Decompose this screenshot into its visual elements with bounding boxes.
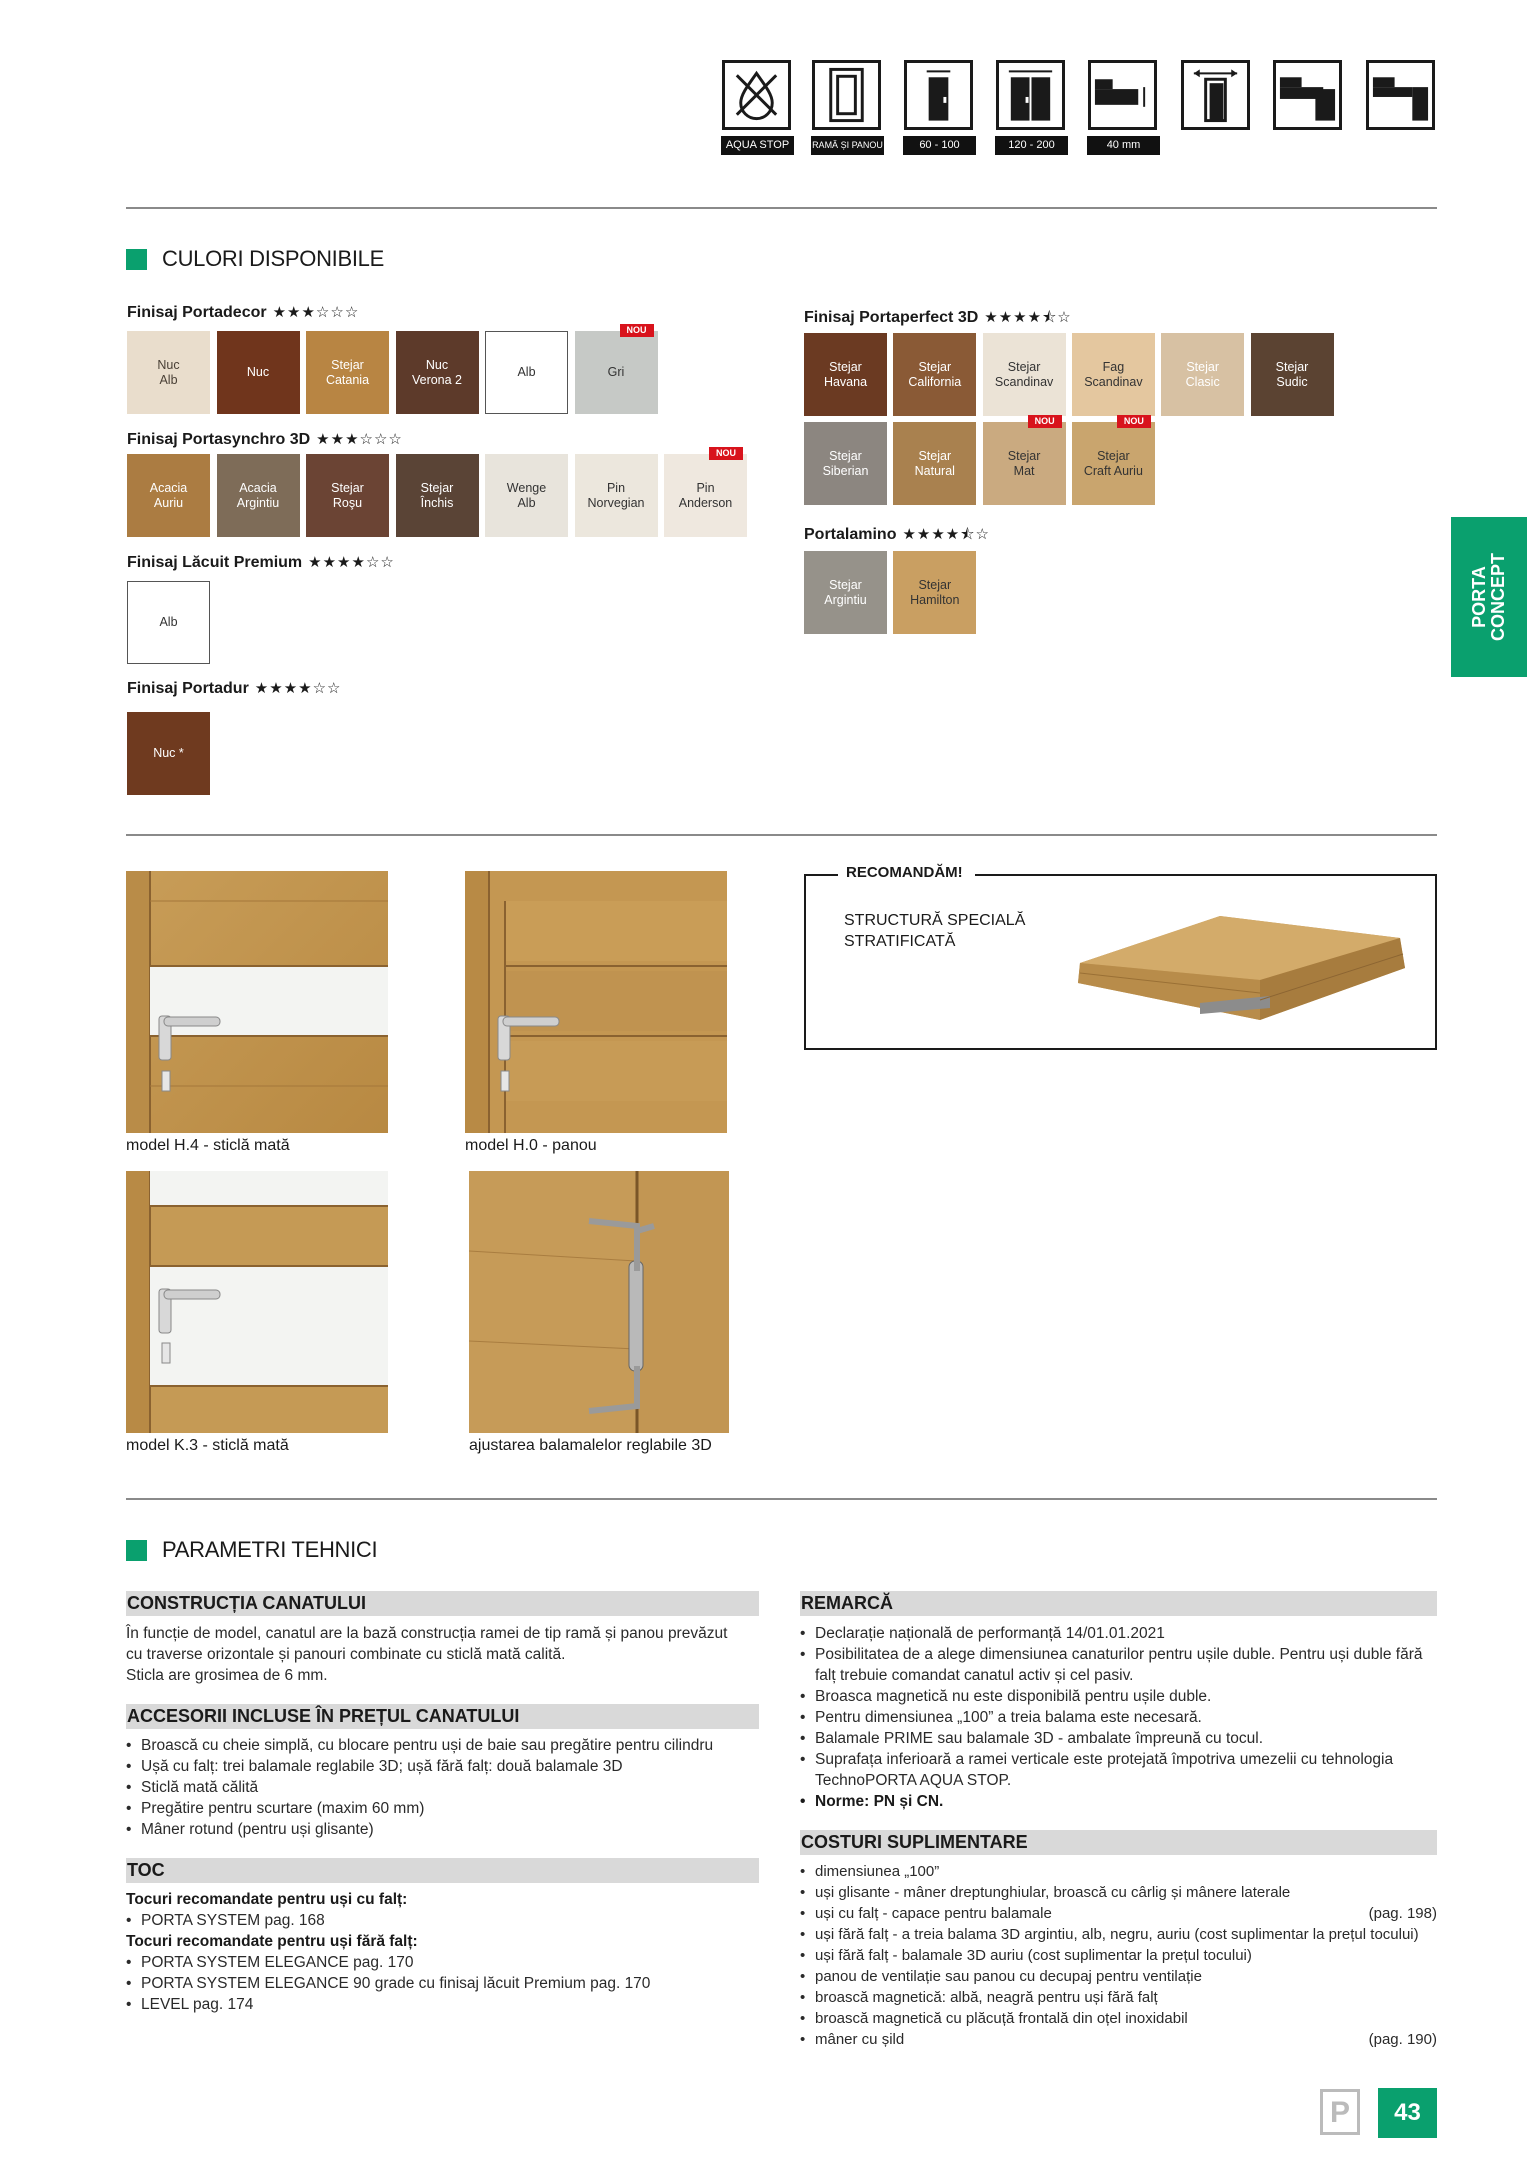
swatch-label: Stejar Clasic (1185, 359, 1220, 389)
new-badge: NOU (1028, 415, 1062, 428)
norms-item: • Norme: PN și CN. (800, 1791, 1437, 1812)
swatch-label: Alb (517, 365, 536, 379)
swatch-label: Acacia Argintiu (236, 480, 280, 510)
swatch-label: Stejar Catania (325, 357, 370, 387)
color-swatch (127, 331, 210, 414)
swatch-label: Stejar California (908, 359, 962, 389)
rating-stars: ★★★★☆☆ (254, 680, 342, 697)
swatch-label: Stejar Mat (1007, 448, 1041, 478)
swatch-label: Stejar Natural (914, 448, 955, 478)
toc-heading: TOC (126, 1858, 759, 1883)
swatch-label: Pin Norvegian (587, 480, 645, 510)
hinge-photo (469, 1171, 729, 1433)
costuri-heading: COSTURI SUPLIMENTARE (800, 1830, 1437, 1855)
swatch-label: Acacia Auriu (149, 480, 188, 510)
list-item: • uși cu falț - capace pentru balamale (pag. 198) (800, 1903, 1437, 1924)
spec-label: AQUA STOP (721, 136, 794, 155)
list-item: • uși fără falț - a treia balama 3D argintiu, alb, negru, auriu (cost suplimentar la prețul tocului) (800, 1924, 1437, 1945)
list-item: • Pentru dimensiunea „100” a treia balama este necesară. (800, 1707, 1437, 1728)
single-door-width-icon (904, 60, 973, 130)
color-swatch (664, 448, 747, 537)
divider (126, 207, 1437, 209)
list-item: • uși glisante - mâner dreptunghiular, broască cu cârlig și mânere laterale (800, 1882, 1437, 1903)
swatch-label: Stejar Scandinav (994, 359, 1054, 389)
swatch-label: Stejar Argintiu (824, 577, 867, 607)
finish-heading-portadur: Finisaj Portadur ★★★★☆☆ (127, 680, 342, 697)
toc-list (126, 1952, 759, 2015)
list-item: • uși fără falț - balamale 3D auriu (cost suplimentar la prețul tocului) (800, 1945, 1437, 1966)
color-swatch (1251, 333, 1334, 416)
swatch-label: Gri (607, 365, 625, 379)
list-item: • Balamale PRIME sau balamale 3D - ambalate împreună cu tocul. (800, 1728, 1437, 1749)
swatch-label: Pin Anderson (678, 480, 733, 510)
swatch-label: Fag Scandinav (1084, 359, 1143, 389)
page-number: 43 (1378, 2088, 1437, 2138)
recommendation-title: RECOMANDĂM! (838, 864, 975, 881)
list-item: • Broască cu cheie simplă, cu blocare pentru uși de baie sau pregătire pentru cilindru (126, 1735, 759, 1756)
layered-structure-illustration (1070, 908, 1410, 1024)
model-caption: model H.4 - sticlă mată (126, 1137, 290, 1154)
toc-subheading: Tocuri recomandate pentru uși cu falț: (126, 1891, 408, 1908)
frame-panel-icon (812, 60, 881, 130)
finish-heading-portadecor: Finisaj Portadecor ★★★☆☆☆ (127, 304, 360, 321)
accesorii-list (126, 1735, 759, 1840)
new-badge: NOU (709, 447, 743, 460)
spec-label: 40 mm (1087, 136, 1160, 155)
swatch-label: Nuc * (153, 746, 184, 760)
color-swatch (127, 712, 210, 795)
aqua-stop-icon (722, 60, 791, 130)
color-swatch (1161, 333, 1244, 416)
color-swatch (127, 454, 210, 537)
finish-heading-portalamino: Portalamino ★★★★⯪☆ (804, 526, 990, 543)
constructia-heading: CONSTRUCȚIA CANATULUI (126, 1591, 759, 1616)
rating-stars: ★★★★⯪☆ (902, 526, 990, 543)
finish-heading-lacuit: Finisaj Lăcuit Premium ★★★★☆☆ (127, 554, 395, 571)
color-swatch (485, 331, 568, 414)
finish-heading-portasynchro: Finisaj Portasynchro 3D ★★★☆☆☆ (127, 431, 403, 448)
color-swatch (485, 454, 568, 537)
constructia-text: În funcție de model, canatul are la bază construcția ramei de tip ramă și panou prevăzut cu traverse orizontale și panouri combinate cu sticlă mată calită. Sticla are grosimea de 6 mm. (126, 1625, 728, 1684)
door-photo-k3 (126, 1171, 388, 1433)
swatch-label: Stejar Sudic (1275, 359, 1309, 389)
rebated-door-icon (1273, 60, 1342, 130)
color-swatch (306, 454, 389, 537)
swatch-label: Stejar Havana (823, 359, 868, 389)
color-swatch (1072, 333, 1155, 416)
section-square-icon (126, 249, 147, 270)
spec-label: 60 - 100 (903, 136, 976, 155)
swatch-label: Wenge Alb (506, 480, 547, 510)
toc-list (126, 1910, 759, 1931)
color-swatch (983, 333, 1066, 416)
divider (126, 834, 1437, 836)
page-reference: (pag. 198) (1368, 1905, 1437, 1922)
model-caption: model H.0 - panou (465, 1137, 597, 1154)
finish-heading-portaperfect: Finisaj Portaperfect 3D ★★★★⯪☆ (804, 309, 1072, 326)
flush-door-icon (1366, 60, 1435, 130)
list-item: • Suprafața inferioară a ramei verticale este protejată împotriva umezelii cu tehnologia TechnoPORTA AQUA STOP. (800, 1749, 1437, 1791)
accesorii-heading: ACCESORII INCLUSE ÎN PREȚUL CANATULUI (126, 1704, 759, 1729)
color-swatch (804, 333, 887, 416)
section-tab-porta-concept (1451, 517, 1527, 677)
porta-logo-icon: P (1320, 2089, 1360, 2135)
divider (126, 1498, 1437, 1500)
remarca-heading: REMARCĂ (800, 1591, 1437, 1616)
color-swatch (217, 331, 300, 414)
rating-stars: ★★★☆☆☆ (316, 431, 403, 448)
color-swatch (127, 581, 210, 664)
door-thickness-icon (1088, 60, 1157, 130)
rating-stars: ★★★★☆☆ (308, 554, 395, 571)
toc-subheading: Tocuri recomandate pentru uși fără falț: (126, 1933, 418, 1950)
color-swatch (575, 325, 658, 414)
swatch-label: Alb (159, 615, 178, 629)
door-photo-h0 (465, 871, 727, 1133)
swatch-label: Nuc Alb (157, 357, 180, 387)
recommendation-text: STRUCTURĂ SPECIALĂ STRATIFICATĂ (844, 912, 1026, 950)
new-badge: NOU (1117, 415, 1151, 428)
sliding-door-icon (1181, 60, 1250, 130)
list-item: • Mâner rotund (pentru uși glisante) (126, 1819, 759, 1840)
swatch-label: Nuc (246, 365, 270, 379)
color-swatch (306, 331, 389, 414)
list-item: • PORTA SYSTEM ELEGANCE 90 grade cu finisaj lăcuit Premium pag. 170 (126, 1973, 759, 1994)
list-item: • mâner cu șild (pag. 190) (800, 2029, 1437, 2050)
spec-label: 120 - 200 (995, 136, 1068, 155)
rating-stars: ★★★★⯪☆ (984, 309, 1072, 326)
color-swatch (893, 333, 976, 416)
colors-section-title: CULORI DISPONIBILE (126, 246, 384, 272)
page-reference: (pag. 190) (1368, 2031, 1437, 2048)
list-item: • Sticlă mată călită (126, 1777, 759, 1798)
swatch-label: Nuc Verona 2 (411, 357, 463, 387)
color-swatch (893, 422, 976, 505)
model-caption: ajustarea balamalelor reglabile 3D (469, 1437, 712, 1454)
double-door-width-icon (996, 60, 1065, 130)
list-item: • Ușă cu falț: trei balamale reglabile 3D; ușă fără falț: două balamale 3D (126, 1756, 759, 1777)
color-swatch (1072, 416, 1155, 505)
swatch-label: Stejar Roşu (331, 480, 364, 510)
list-item: • Declarație națională de performanță 14/01.01.2021 (800, 1623, 1437, 1644)
color-swatch (396, 454, 479, 537)
color-swatch (396, 331, 479, 414)
tab-line-2: CONCEPT (1488, 552, 1508, 642)
costuri-list (800, 1861, 1437, 2050)
list-item: • panou de ventilație sau panou cu decupaj pentru ventilație (800, 1966, 1437, 1987)
swatch-label: Stejar Hamilton (910, 577, 960, 607)
list-item: • dimensiunea „100” (800, 1861, 1437, 1882)
list-item: • Pregătire pentru scurtare (maxim 60 mm) (126, 1798, 759, 1819)
door-photo-h4 (126, 871, 388, 1133)
list-item: • PORTA SYSTEM ELEGANCE pag. 170 (126, 1952, 759, 1973)
list-item: • LEVEL pag. 174 (126, 1994, 759, 2015)
spec-label: RAMĂ ȘI PANOU (811, 136, 884, 155)
color-swatch (983, 416, 1066, 505)
swatch-label: Stejar Craft Auriu (1083, 448, 1143, 478)
tab-line-1: PORTA (1469, 566, 1489, 628)
list-item: • broască magnetică cu plăcuță frontală din oțel inoxidabil (800, 2008, 1437, 2029)
remarca-list (800, 1623, 1437, 1812)
tech-section-title: PARAMETRI TEHNICI (126, 1537, 377, 1563)
list-item: • broască magnetică: albă, neagră pentru uși fără falț (800, 1987, 1437, 2008)
section-square-icon (126, 1540, 147, 1561)
color-swatch (217, 454, 300, 537)
color-swatch (804, 551, 887, 634)
list-item: • Broasca magnetică nu este disponibilă pentru ușile duble. (800, 1686, 1437, 1707)
new-badge: NOU (620, 324, 654, 337)
color-swatch (575, 454, 658, 537)
color-swatch (804, 422, 887, 505)
swatch-label: Stejar Siberian (822, 448, 869, 478)
color-swatch (893, 551, 976, 634)
list-item: • Posibilitatea de a alege dimensiunea canaturilor pentru ușile duble. Pentru uși duble fără falț trebuie comandat canatul activ și cel pasiv. (800, 1644, 1437, 1686)
swatch-label: Stejar Închis (420, 480, 454, 510)
model-caption: model K.3 - sticlă mată (126, 1437, 289, 1454)
list-item: • PORTA SYSTEM pag. 168 (126, 1910, 759, 1931)
rating-stars: ★★★☆☆☆ (272, 304, 360, 321)
